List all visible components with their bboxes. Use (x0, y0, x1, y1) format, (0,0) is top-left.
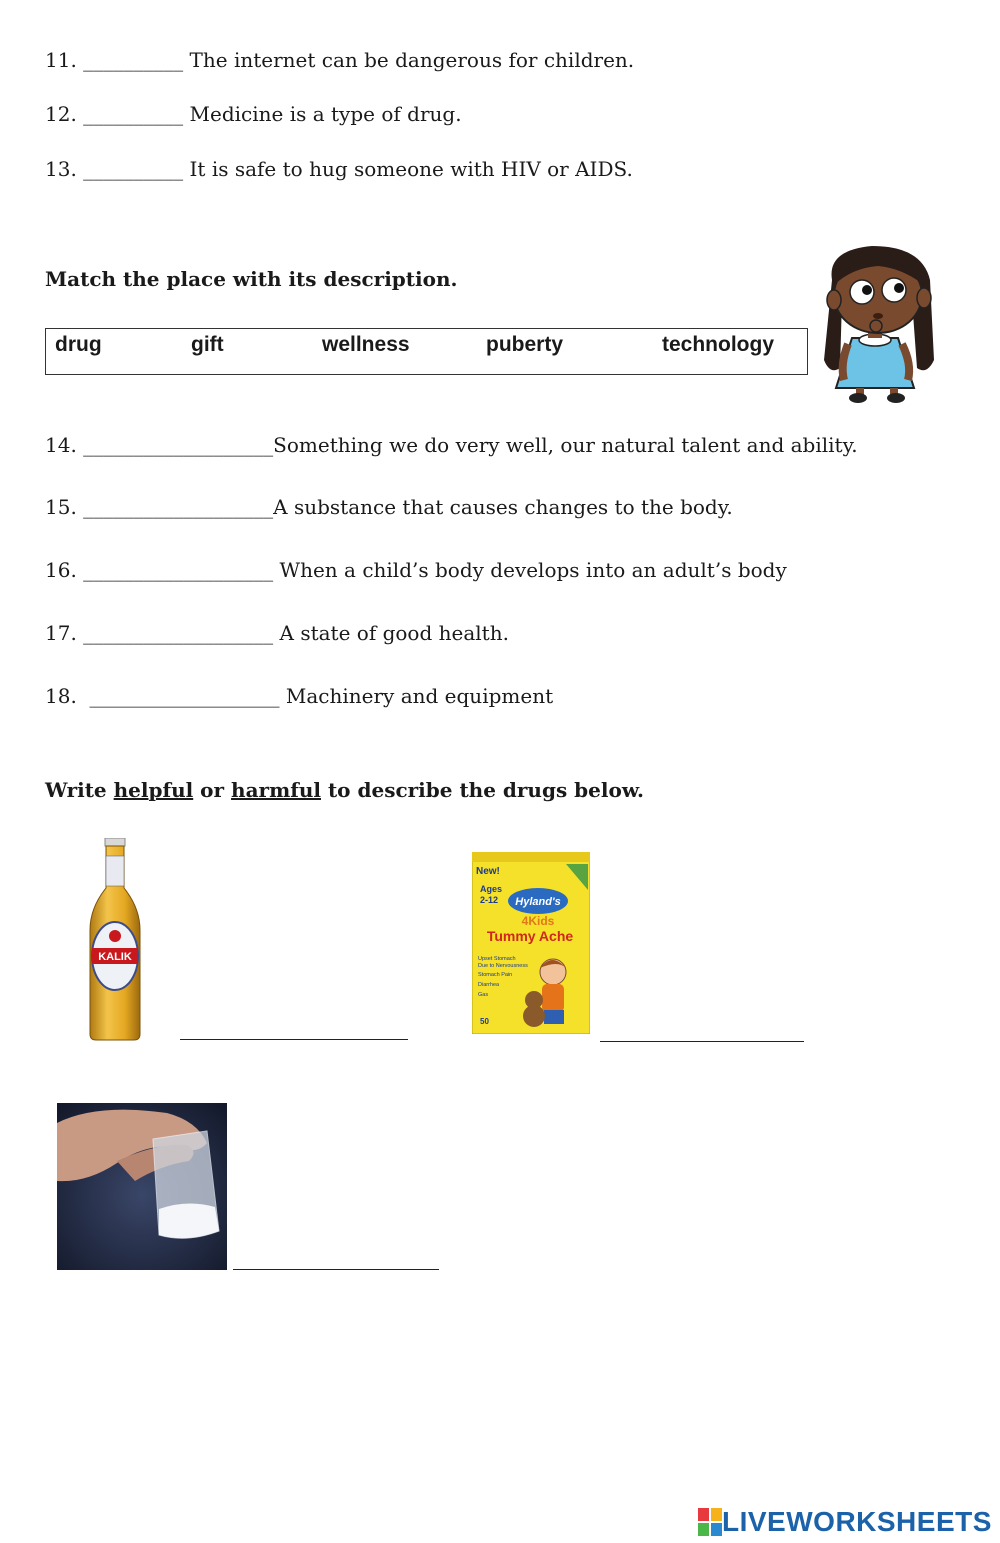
bullet-text: Stomach Pain (478, 972, 513, 978)
question-text: A state of good health. (279, 621, 509, 645)
liveworksheets-logo (698, 1506, 992, 1538)
question-number: 11. (45, 48, 77, 72)
bullet-text: Upset Stomach (478, 956, 516, 962)
bullet-text: Diarrhea (478, 982, 500, 988)
beer-answer-line[interactable] (180, 1039, 408, 1040)
helpful-word: helpful (113, 778, 194, 802)
word-drug: drug (55, 333, 102, 356)
word-wellness: wellness (322, 333, 410, 356)
question-13 (45, 157, 633, 181)
product-text: Tummy Ache (486, 928, 574, 944)
liveworksheets-logo-text: LIVEWORKSHEETS (722, 1506, 992, 1537)
new-text: New! (476, 866, 500, 877)
match-heading: Match the place with its description. (45, 267, 458, 291)
question-text: The internet can be dangerous for children. (189, 48, 635, 72)
word-gift: gift (191, 333, 224, 356)
brand-text: Hyland's (515, 896, 561, 908)
question-14 (45, 433, 858, 457)
answer-blank[interactable]: ___________________ (83, 558, 274, 582)
count-text: 50 (480, 1017, 489, 1026)
question-18 (45, 684, 553, 708)
word-technology: technology (662, 333, 775, 356)
medicine-answer-line[interactable] (600, 1041, 804, 1042)
beer-bottle-image (82, 838, 148, 1042)
thinking-girl-illustration (812, 240, 942, 405)
question-number: 15. (45, 495, 77, 519)
question-text: When a child’s body develops into an adult’s body (279, 558, 787, 582)
question-number: 14. (45, 433, 77, 457)
question-number: 17. (45, 621, 77, 645)
question-text: Machinery and equipment (285, 684, 554, 708)
answer-blank[interactable]: ___________________ (83, 621, 274, 645)
question-11 (45, 48, 634, 72)
answer-blank[interactable]: __________ (83, 102, 184, 126)
answer-blank[interactable]: __________ (83, 157, 184, 181)
question-number: 16. (45, 558, 77, 582)
kids-text: 4Kids (521, 914, 555, 928)
question-17 (45, 621, 509, 645)
age-range-text: 2-12 (480, 895, 499, 905)
beer-label-text: KALIK (98, 951, 132, 963)
heading-part: or (193, 778, 232, 802)
word-puberty: puberty (486, 333, 564, 356)
harmful-word: harmful (231, 778, 321, 802)
question-text: A substance that causes changes to the body. (273, 495, 733, 519)
ages-text: Ages (480, 884, 503, 894)
answer-blank[interactable]: ___________________ (83, 495, 274, 519)
answer-blank[interactable]: __________ (83, 48, 184, 72)
bullet-text: Gas (478, 992, 489, 998)
drugs-heading (45, 778, 644, 802)
question-number: 13. (45, 157, 77, 181)
question-text: Something we do very well, our natural talent and ability. (273, 433, 858, 457)
word-bank (45, 328, 808, 375)
answer-blank[interactable]: ___________________ (83, 433, 274, 457)
question-number: 12. (45, 102, 77, 126)
question-text: Medicine is a type of drug. (189, 102, 462, 126)
medicine-box-image (472, 852, 590, 1034)
question-number: 18. (45, 684, 77, 708)
powder-answer-line[interactable] (233, 1269, 439, 1270)
heading-part: to describe the drugs below. (320, 778, 644, 802)
question-16 (45, 558, 787, 582)
heading-part: Write (45, 778, 114, 802)
liveworksheets-logo-icon (698, 1508, 722, 1536)
question-12 (45, 102, 462, 126)
powder-bag-image (57, 1103, 227, 1270)
answer-blank[interactable]: ___________________ (89, 684, 280, 708)
bullet-text: Due to Nervousness (478, 963, 528, 969)
question-text: It is safe to hug someone with HIV or AIDS. (189, 157, 633, 181)
question-15 (45, 495, 733, 519)
